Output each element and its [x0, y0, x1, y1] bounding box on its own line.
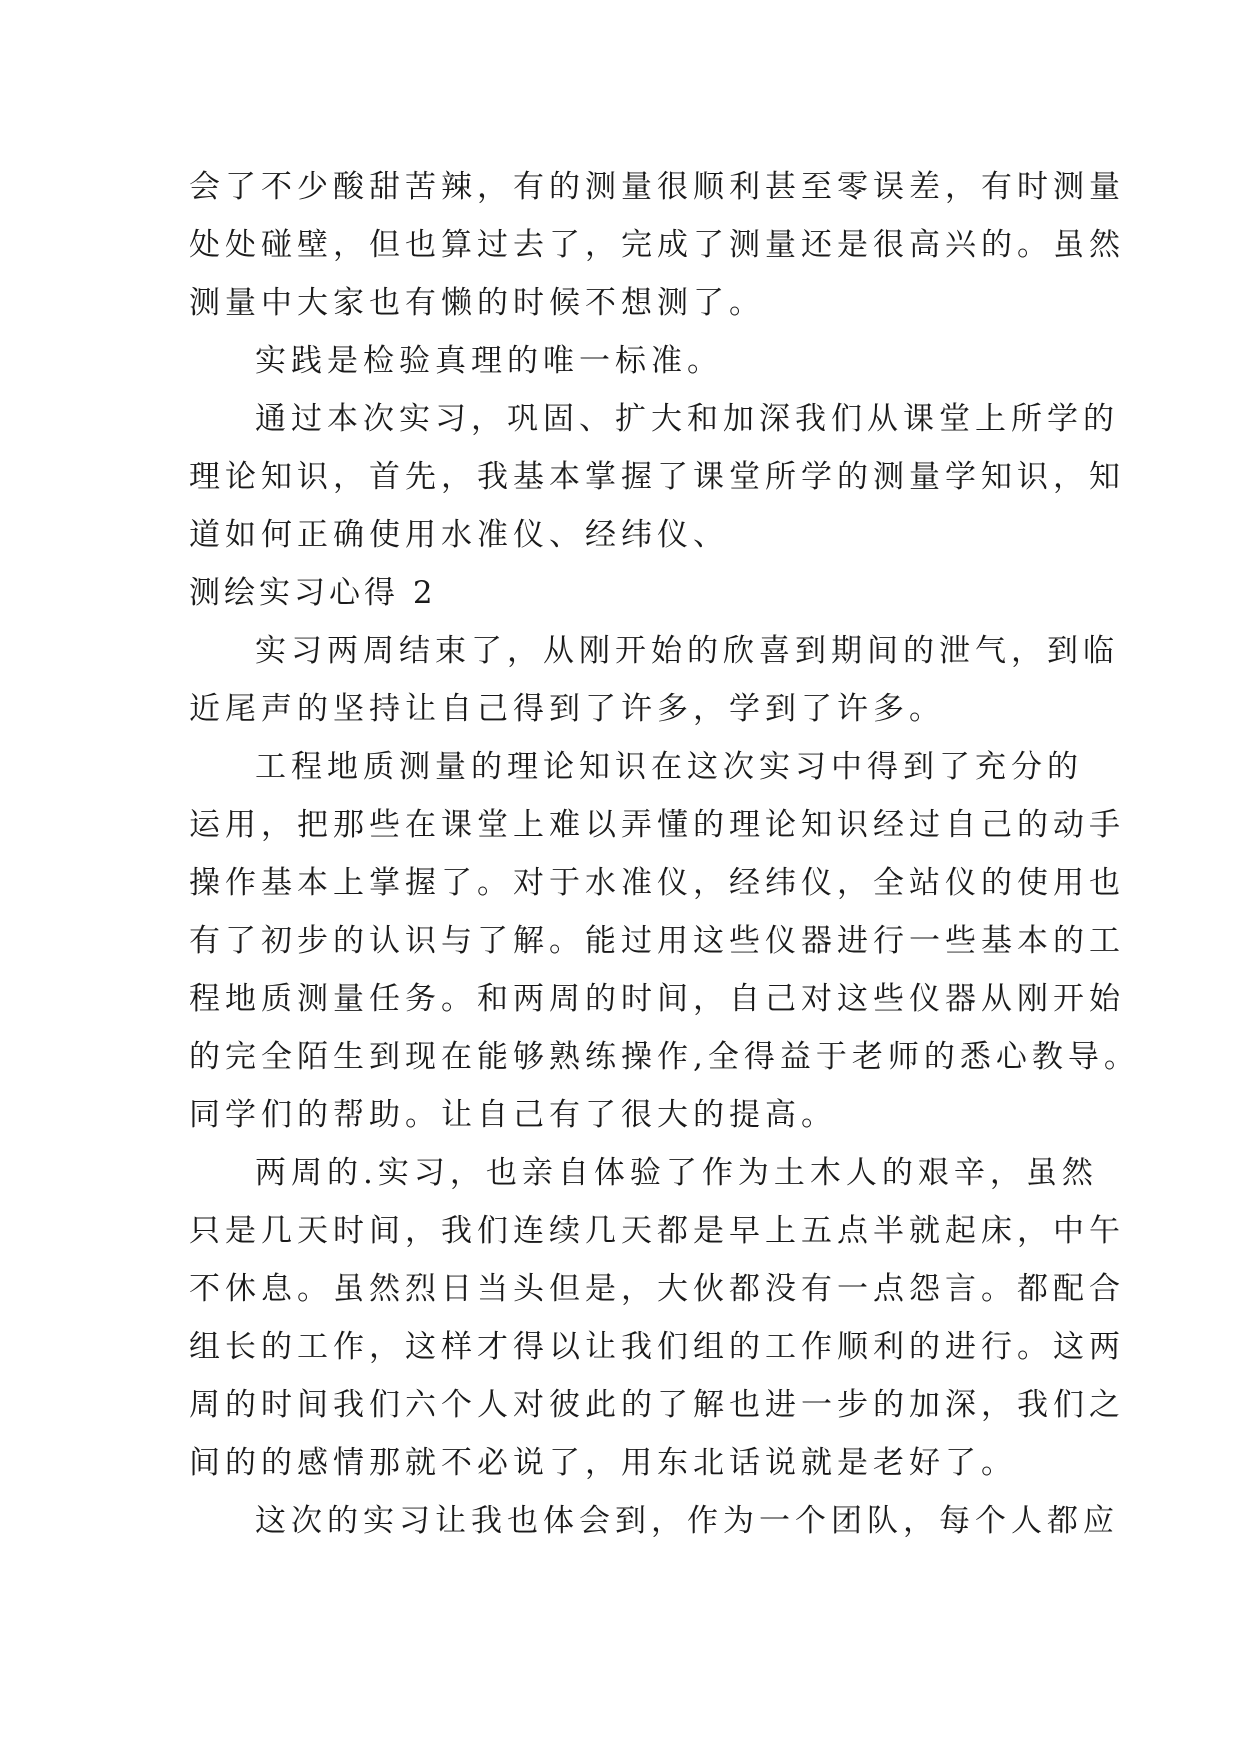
text-line: 实习两周结束了，从刚开始的欣喜到期间的泄气，到临 [255, 633, 1119, 669]
document-page [189, 158, 1140, 1550]
text-line: 会了不少酸甜苦辣，有的测量很顺利甚至零误差，有时测量 [189, 169, 1125, 205]
text-line: 这次的实习让我也体会到，作为一个团队，每个人都应 [255, 1503, 1119, 1539]
text-line: 运用，把那些在课堂上难以弄懂的理论知识经过自己的动手 [189, 807, 1125, 843]
section-heading: 测绘实习心得 2 [189, 575, 437, 611]
text-line: 近尾声的坚持让自己得到了许多，学到了许多。 [189, 691, 945, 727]
text-line: 理论知识，首先，我基本掌握了课堂所学的测量学知识，知 [189, 459, 1125, 495]
text-line: 工程地质测量的理论知识在这次实习中得到了充分的 [255, 749, 1083, 785]
text-line: 的完全陌生到现在能够熟练操作,全得益于老师的悉心教导。 [189, 1039, 1140, 1075]
text-line: 周的时间我们六个人对彼此的了解也进一步的加深，我们之 [189, 1387, 1125, 1423]
text-line: 两周的.实习，也亲自体验了作为土木人的艰辛，虽然 [255, 1155, 1098, 1191]
text-line: 只是几天时间，我们连续几天都是早上五点半就起床，中午 [189, 1213, 1125, 1249]
text-line: 间的的感情那就不必说了，用东北话说就是老好了。 [189, 1445, 1017, 1481]
text-line: 同学们的帮助。让自己有了很大的提高。 [189, 1097, 837, 1133]
text-line: 处处碰壁，但也算过去了，完成了测量还是很高兴的。虽然 [189, 227, 1125, 263]
text-line: 有了初步的认识与了解。能过用这些仪器进行一些基本的工 [189, 923, 1125, 959]
text-line: 不休息。虽然烈日当头但是，大伙都没有一点怨言。都配合 [189, 1271, 1125, 1307]
text-line: 实践是检验真理的唯一标准。 [255, 343, 723, 379]
text-line: 道如何正确使用水准仪、经纬仪、 [189, 517, 729, 553]
text-line: 操作基本上掌握了。对于水准仪，经纬仪，全站仪的使用也 [189, 865, 1125, 901]
text-line: 程地质测量任务。和两周的时间，自己对这些仪器从刚开始 [189, 981, 1125, 1017]
text-line: 组长的工作，这样才得以让我们组的工作顺利的进行。这两 [189, 1329, 1125, 1365]
text-line: 测量中大家也有懒的时候不想测了。 [189, 285, 765, 321]
text-line: 通过本次实习，巩固、扩大和加深我们从课堂上所学的 [255, 401, 1119, 437]
